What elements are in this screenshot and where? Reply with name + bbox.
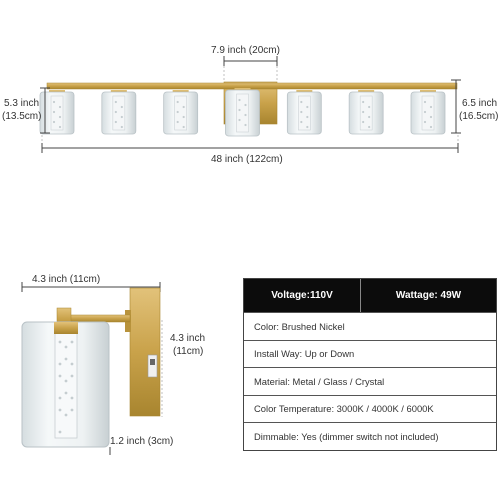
- left-height-label-in: 5.3 inch: [4, 98, 40, 109]
- right-height-label-in: 6.5 inch: [462, 98, 498, 109]
- side-view-drawing: [22, 282, 162, 455]
- shade-2: [102, 90, 136, 134]
- spec-row-color-temperature: Color Temperature: 3000K / 4000K / 6000K: [244, 395, 496, 423]
- shade-3: [164, 90, 198, 134]
- side-height-label-cm: (11cm): [173, 346, 204, 357]
- spec-row-color: Color: Brushed Nickel: [244, 312, 496, 340]
- width-dimension-line: [42, 135, 458, 153]
- side-depth-label: 4.3 inch (11cm): [32, 274, 101, 285]
- shade-6: [349, 90, 383, 134]
- plate-dimension-line: [224, 56, 277, 82]
- left-height-label-cm: (13.5cm): [2, 111, 42, 122]
- shade-7: [411, 90, 445, 134]
- spec-header-row: [244, 279, 496, 312]
- spec-row-dimmable: Dimmable: Yes (dimmer switch not included): [244, 422, 496, 450]
- fixture-bar: [47, 83, 457, 89]
- spec-row-install: Install Way: Up or Down: [244, 340, 496, 368]
- right-height-label-cm: (16.5cm): [459, 111, 499, 122]
- total-width-label: 48 inch (122cm): [211, 154, 283, 165]
- side-height-label-in: 4.3 inch: [170, 333, 206, 344]
- spec-table: [243, 278, 497, 451]
- plate-width-label: 7.9 inch (20cm): [211, 45, 280, 56]
- shade-dimension-label: 1.2 inch (3cm): [110, 436, 174, 447]
- wattage-cell: Wattage: 49W: [395, 290, 462, 301]
- voltage-cell: Voltage:110V: [244, 279, 361, 312]
- shades-group: [40, 88, 445, 136]
- shade-5: [287, 90, 321, 134]
- shade-4: [226, 88, 260, 136]
- spec-row-material: Material: Metal / Glass / Crystal: [244, 367, 496, 395]
